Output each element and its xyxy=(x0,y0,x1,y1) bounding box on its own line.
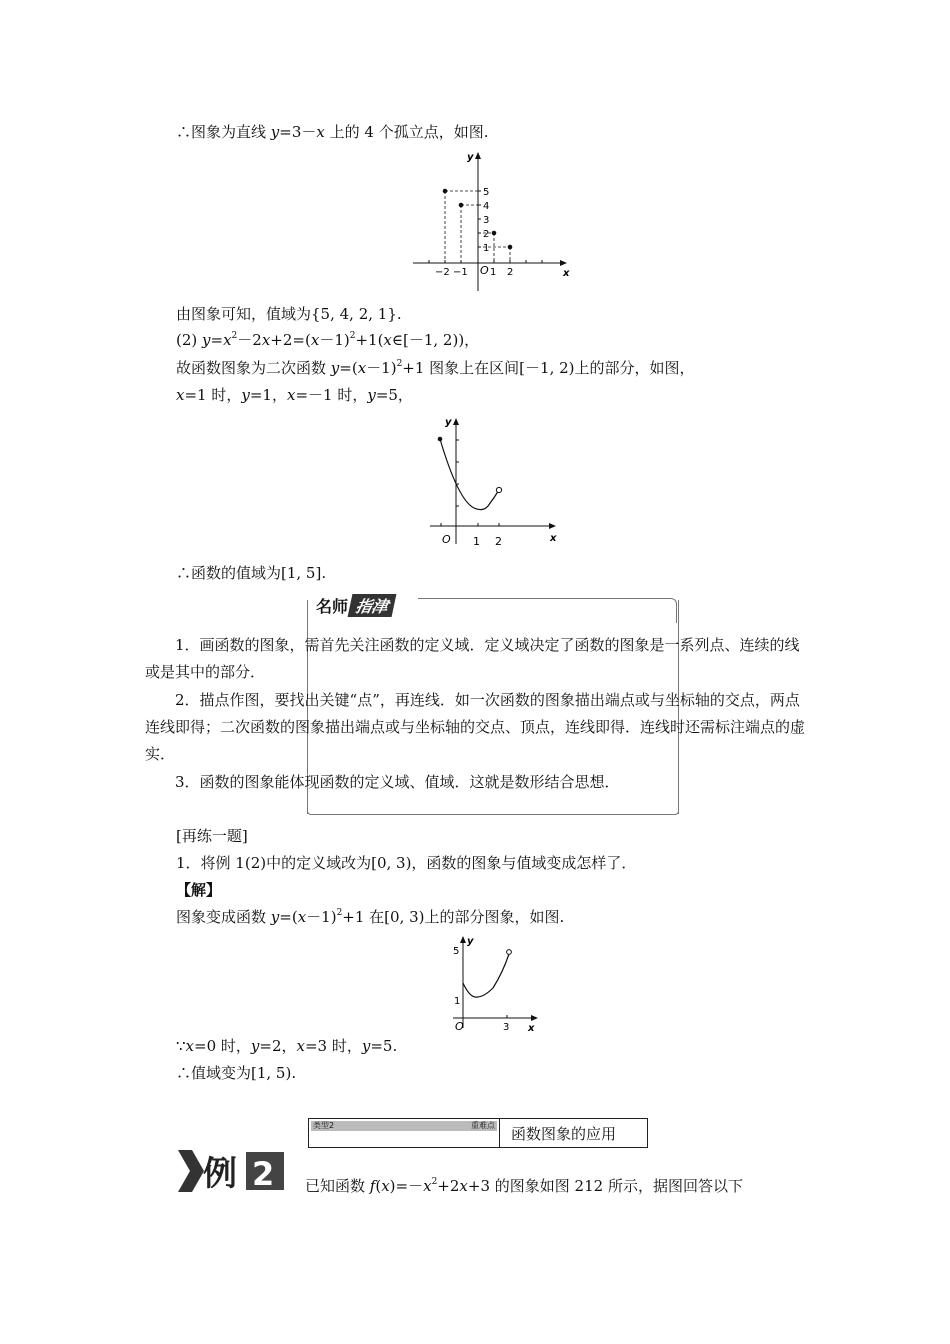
y-axis-label: y xyxy=(467,152,474,163)
tip-paragraph: 1．画函数的图象，需首先关注函数的定义域．定义域决定了函数的图象是一系列点、连续的线或是其中的部分． xyxy=(145,636,800,681)
tip-title xyxy=(312,594,398,618)
y-tick-label: 3 xyxy=(483,215,490,226)
tip-paragraph: 3．函数的图象能体现函数的定义域、值域．这就是数形结合思想． xyxy=(175,773,620,791)
y-tick-label: 5 xyxy=(483,187,490,198)
example-text: 已知函数 $f(x)=-x^2+2x+3$ 的图象如图 212 所示，据图回答以下 xyxy=(305,1177,743,1195)
figure-parabola xyxy=(428,412,563,552)
point-2-1 xyxy=(508,245,513,250)
origin-label: O xyxy=(442,533,451,546)
y-tick-label: 1 xyxy=(483,243,490,254)
text-line: 故函数图象为二次函数 $y=(x-1)^2+1$ 图象上在区间[－1, 2)上的部分，如图， xyxy=(176,359,695,377)
open-endpoint xyxy=(496,487,501,492)
parabola-curve xyxy=(463,954,509,997)
y-axis-label: y xyxy=(467,936,474,947)
practice-heading: [再练一题] xyxy=(176,827,248,845)
x-tick-label: 1 xyxy=(473,535,480,548)
x-tick-label: 2 xyxy=(495,535,502,548)
tip-title-highlight: 指津 xyxy=(348,594,397,617)
origin-label: O xyxy=(455,1020,464,1032)
point-1-2 xyxy=(492,231,497,236)
solution-label: 【解】 xyxy=(176,881,222,899)
tip-box-bottom xyxy=(307,798,679,815)
text-line: (2) $y=x^2-2x+2=(x-1)^2+1(x\in[-1$, 2))， xyxy=(176,331,480,349)
x-axis-label: x xyxy=(528,1023,535,1032)
figure-isolated-points xyxy=(405,146,580,296)
text-line: ∴函数的值域为[1, 5]. xyxy=(176,564,327,582)
origin-label: O xyxy=(480,264,489,277)
text-line: ∴图象为直线 y=3－x 上的 4 个孤立点，如图. xyxy=(176,123,489,141)
y-tick-label: 5 xyxy=(453,946,460,957)
y-tick-label: 2 xyxy=(483,229,490,240)
x-axis-label: x xyxy=(550,533,557,544)
point-neg1-4 xyxy=(459,203,464,208)
parabola-curve xyxy=(440,439,499,510)
section-separator xyxy=(499,1119,500,1147)
open-endpoint xyxy=(507,950,512,955)
text-line: ∵x=0 时，y=2，x=3 时，y=5. xyxy=(176,1037,398,1055)
y-tick-label: 1 xyxy=(454,996,461,1007)
y-tick-label: 4 xyxy=(483,201,490,212)
tip-title-text: 名师 xyxy=(316,597,349,616)
tip-paragraph: 2．描点作图，要找出关键“点”，再连线．如一次函数的图象描出端点或与坐标轴的交点，两点连线即得；二次函数的图象描出端点或与坐标轴的交点、顶点，连线即得．连线时还需标注端点的虚实． xyxy=(145,691,806,763)
text-line: x=1 时，y=1，x=－1 时，y=5， xyxy=(176,386,413,404)
closed-endpoint xyxy=(438,437,443,442)
x-tick-label: −2 xyxy=(435,267,450,278)
x-axis-label: x xyxy=(563,268,570,279)
practice-question: 1．将例 1(2)中的定义域改为[0, 3)，函数的图象与值域变成怎样了． xyxy=(176,854,637,872)
text-line: ∴值域变为[1, 5). xyxy=(176,1064,297,1082)
x-tick-label: −1 xyxy=(453,267,468,278)
x-tick-label: 3 xyxy=(503,1022,510,1032)
section-header xyxy=(308,1118,648,1148)
text-line: 由图象可知，值域为{5, 4, 2, 1}. xyxy=(176,305,402,323)
section-title: 函数图象的应用 xyxy=(511,1125,617,1143)
badge-number: 2 xyxy=(252,1155,275,1192)
example-badge xyxy=(178,1150,286,1192)
text-line: 图象变成函数 $y=(x-1)^2+1$ 在[0, 3)上的部分图象，如图. xyxy=(176,908,565,926)
section-tag: 类型2 xyxy=(313,1121,335,1130)
tip-box-top xyxy=(418,598,677,623)
y-axis-label: y xyxy=(445,417,452,428)
x-tick-label: 1 xyxy=(490,267,497,278)
badge-arrow xyxy=(178,1150,204,1192)
section-bar xyxy=(311,1121,497,1131)
x-tick-label: 2 xyxy=(507,267,514,278)
figure-parabola-0-3 xyxy=(447,932,547,1032)
section-level: 重难点 xyxy=(471,1121,495,1130)
badge-label: 例 xyxy=(203,1154,237,1192)
point-neg2-5 xyxy=(443,189,448,194)
